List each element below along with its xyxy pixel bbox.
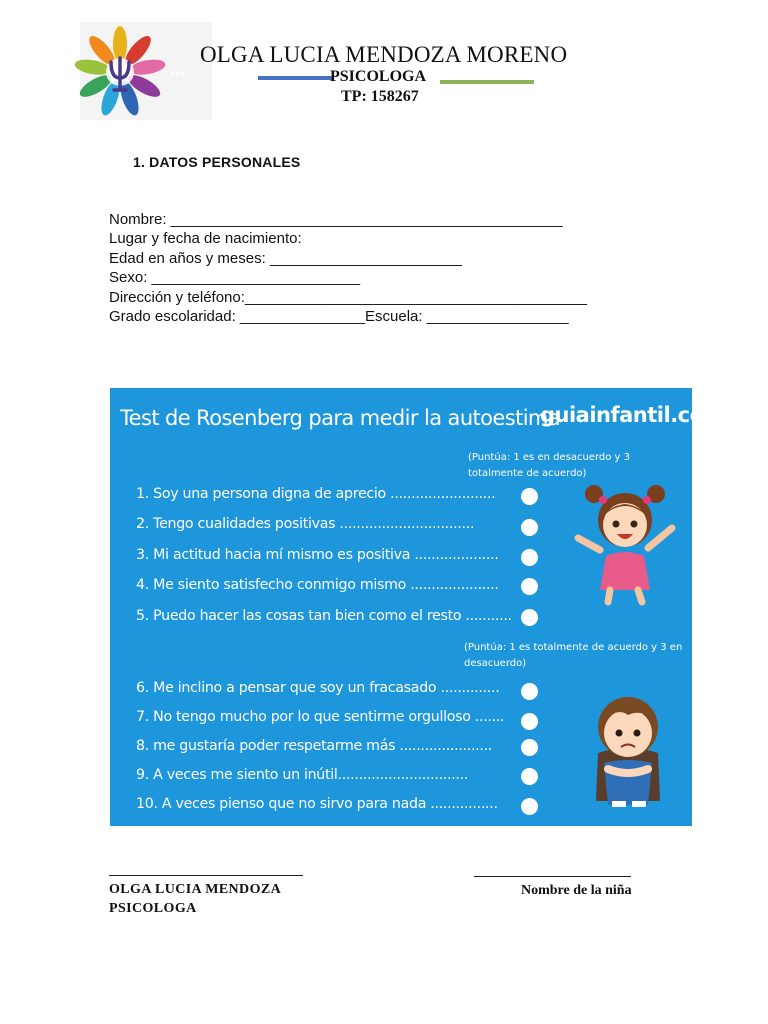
test-item-8: 8. me gustaría poder respetarme más ...................... <box>136 738 492 754</box>
section-title: 1. DATOS PERSONALES <box>133 154 301 170</box>
test-item-7: 7. No tengo mucho por lo que sentirme orgulloso ....... <box>136 709 505 725</box>
field-grado-escuela[interactable]: Grado escolaridad: _______________Escuela: _________________ <box>109 307 569 325</box>
answer-circle-8[interactable] <box>521 739 538 756</box>
test-item-3: 3. Mi actitud hacia mí mismo es positiva .................... <box>136 547 499 563</box>
test-item-6: 6. Me inclino a pensar que soy un fracasado .............. <box>136 680 500 696</box>
rosenberg-test-panel <box>110 388 725 826</box>
test-title: Test de Rosenberg para medir la autoestima <box>120 406 561 430</box>
field-nombre[interactable]: Nombre: _______________________________________________ <box>109 211 563 228</box>
site-logo-text: guiainfantil.com <box>540 403 725 427</box>
answer-circle-2[interactable] <box>521 519 538 536</box>
signature-line-psychologist <box>109 875 303 876</box>
decorative-line-blue <box>258 76 332 80</box>
svg-text:•••: ••• <box>170 65 185 81</box>
answer-circle-4[interactable] <box>521 578 538 595</box>
test-item-1: 1. Soy una persona digna de aprecio ......................... <box>136 486 496 502</box>
psi-flower-icon <box>80 22 212 120</box>
psychologist-title: PSICOLOGA <box>330 68 427 85</box>
signature-name: OLGA LUCIA MENDOZA <box>109 882 282 897</box>
field-edad[interactable]: Edad en años y meses: _______________________ <box>109 249 462 267</box>
answer-circle-10[interactable] <box>521 798 538 815</box>
happy-girl-illustration <box>570 478 680 608</box>
psychology-logo <box>80 22 212 120</box>
field-lugar-fecha-nacimiento[interactable]: Lugar y fecha de nacimiento: <box>109 230 302 248</box>
test-item-5: 5. Puedo hacer las cosas tan bien como el resto ........... <box>136 608 512 624</box>
sad-boy-illustration <box>578 683 678 813</box>
field-sexo[interactable]: Sexo: _________________________ <box>109 269 361 287</box>
answer-circle-5[interactable] <box>521 609 538 626</box>
field-direccion-telefono[interactable]: Dirección y teléfono:_________________________________________ <box>109 288 587 306</box>
answer-circle-6[interactable] <box>521 683 538 700</box>
answer-circle-9[interactable] <box>521 768 538 785</box>
signature-line-child <box>474 876 631 877</box>
decorative-line-green <box>440 80 534 84</box>
scoring-note-2: (Puntúa: 1 es totalmente de acuerdo y 3 en desacuerdo) <box>464 642 683 669</box>
professional-card-number: TP: 158267 <box>341 88 419 105</box>
scoring-note-1: (Puntúa: 1 es en desacuerdo y 3 totalmente de acuerdo) <box>468 452 630 479</box>
answer-circle-7[interactable] <box>521 713 538 730</box>
psychologist-name: OLGA LUCIA MENDOZA MORENO <box>200 42 568 67</box>
test-item-4: 4. Me siento satisfecho conmigo mismo ..................... <box>136 577 499 593</box>
answer-circle-1[interactable] <box>521 488 538 505</box>
test-item-9: 9. A veces me siento un inútil............................... <box>136 767 469 783</box>
test-item-2: 2. Tengo cualidades positivas ................................ <box>136 516 475 532</box>
answer-circle-3[interactable] <box>521 549 538 566</box>
test-item-10: 10. A veces pienso que no sirvo para nada ................ <box>136 796 498 812</box>
signature-child-label: Nombre de la niña <box>521 883 632 898</box>
personal-data-form <box>109 210 587 326</box>
signature-role: PSICOLOGA <box>109 901 197 916</box>
